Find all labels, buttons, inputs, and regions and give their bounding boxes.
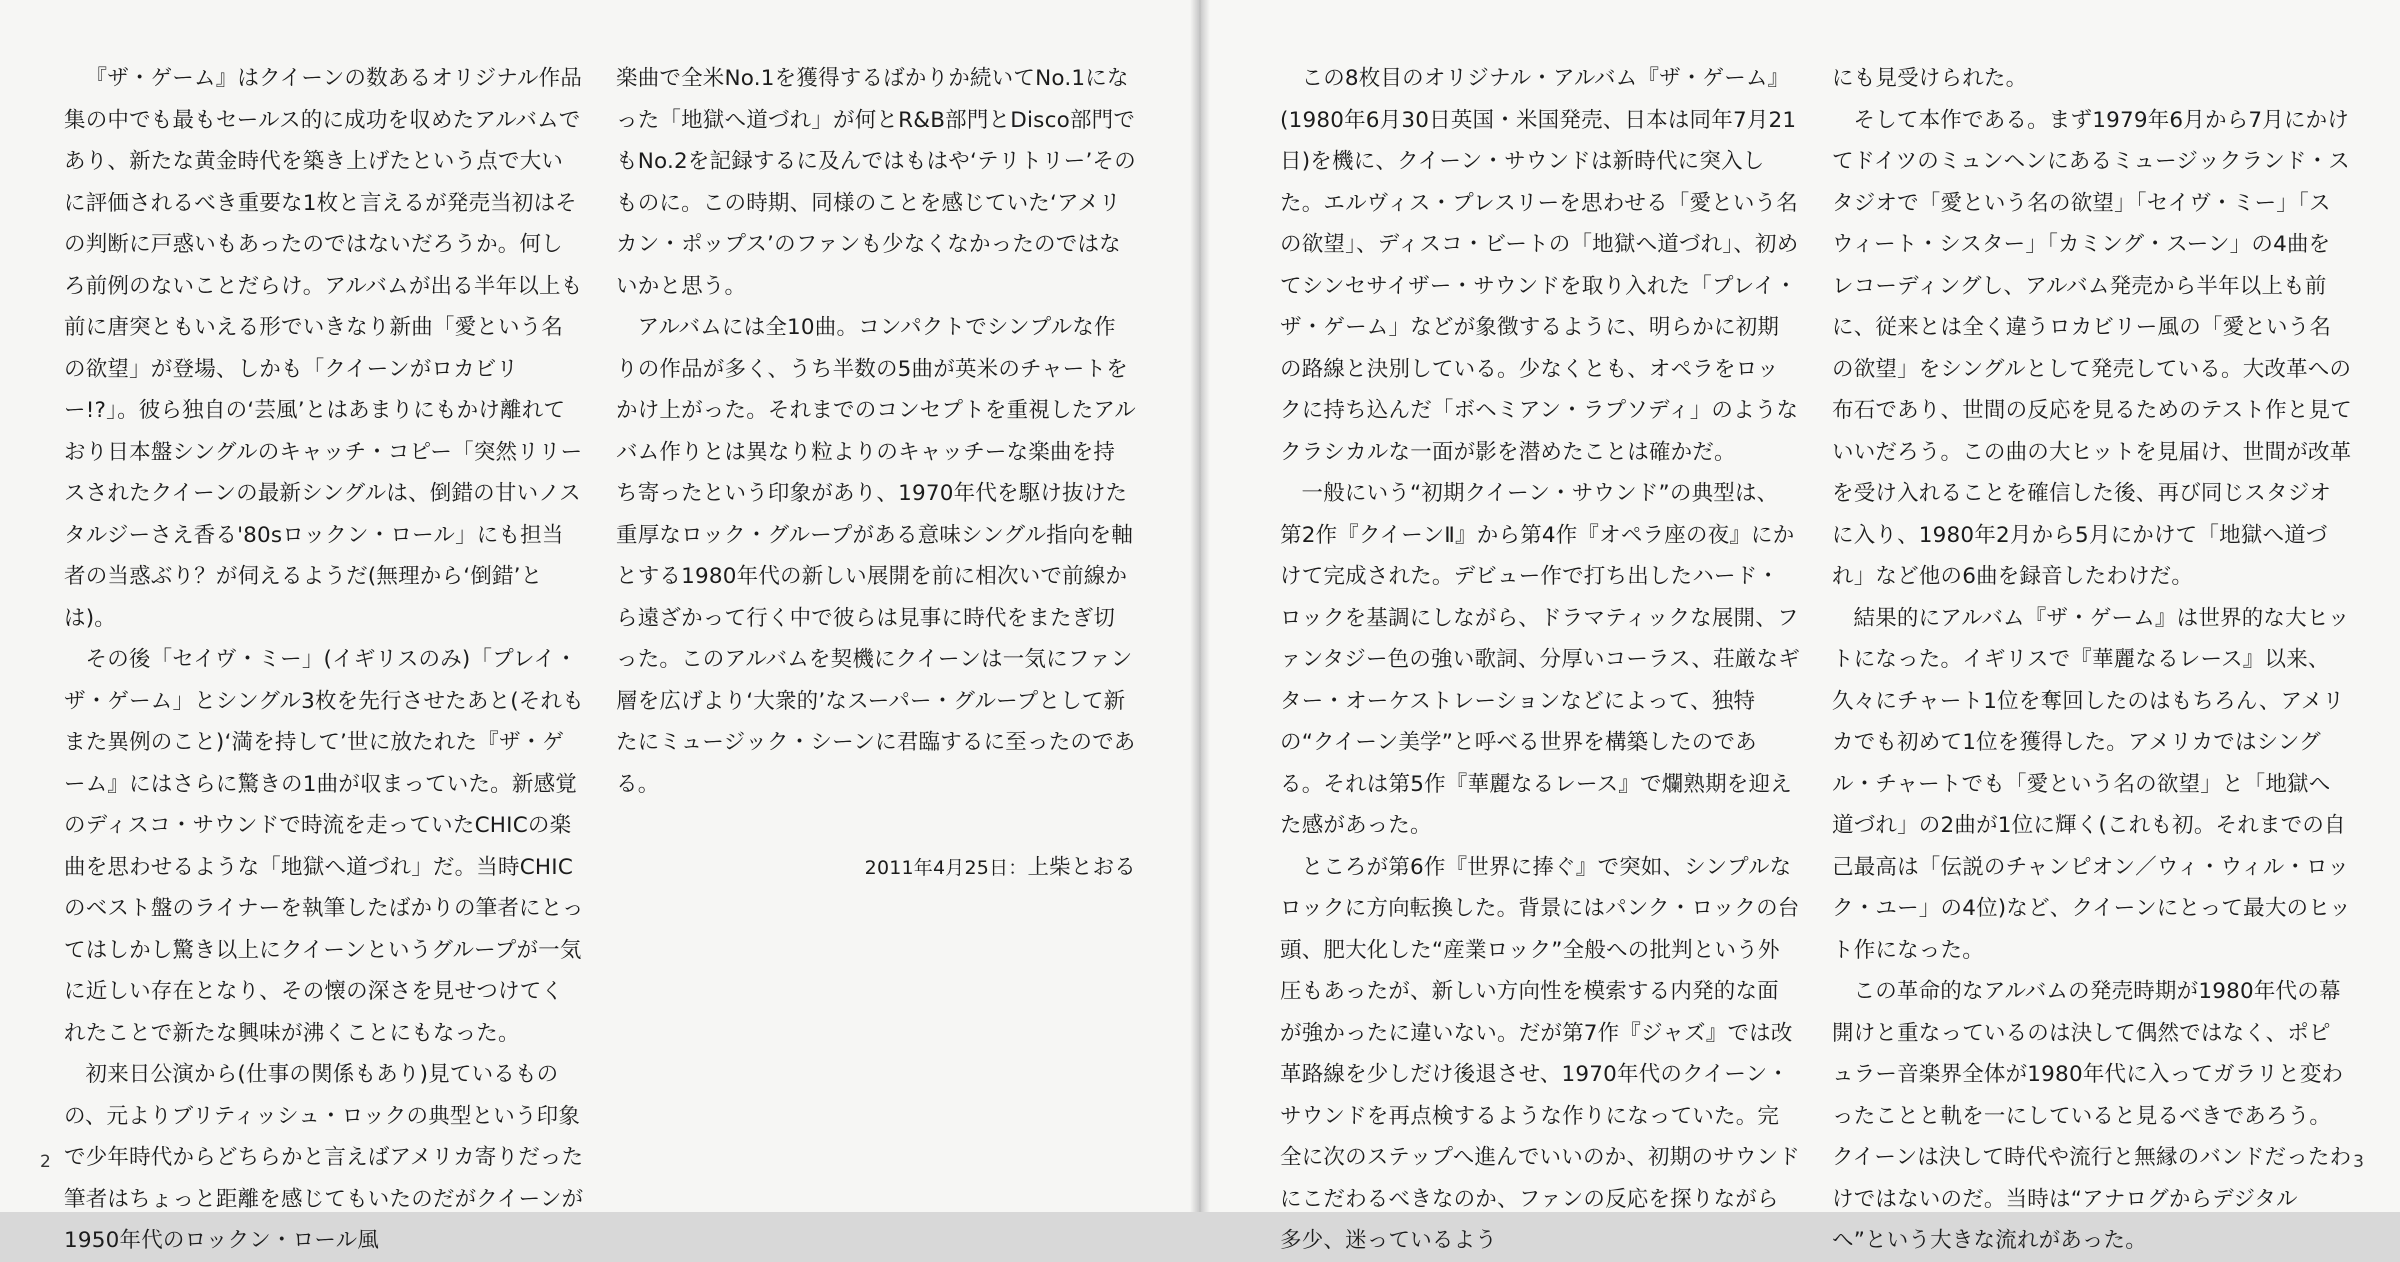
paragraph: にも見受けられた。	[1832, 66, 2028, 91]
page-number-left: 2	[40, 1152, 51, 1172]
left-column-1	[64, 58, 584, 1262]
paragraph: この革命的なアルバムの発売時期が1980年代の幕開けと重なっているのは決して偶然ではなく、ポピュラー音楽界全体が1980年代に入ってガラリと変わったことと軌を一にしていると見るべきであろう。クイーンは決して時代や流行と無縁のバンドだったわけではないのだ。当時は“アナログからデジタルへ”という大きな流れがあった。	[1832, 979, 2352, 1253]
signature-date: 2011年4月25日：	[864, 857, 1028, 879]
signature	[616, 847, 1136, 890]
right-column-1	[1280, 58, 1800, 1262]
paragraph: この8枚目のオリジナル・アルバム『ザ・ゲーム』(1980年6月30日英国・米国発売、日本は同年7月21日)を機に、クイーン・サウンドは新時代に突入した。エルヴィス・プレスリーを思わせる「愛という名の欲望」、ディスコ・ビートの「地獄へ道づれ」、初めてシンセサイザー・サウンドを取り入れた「プレイ・ザ・ゲーム」などが象徴するように、明らかに初期の路線と決別している。少なくとも、オペラをロックに持ち込んだ「ボヘミアン・ラプソディ」のようなクラシカルな一面が影を潜めたことは確かだ。	[1280, 66, 1799, 465]
left-page	[0, 0, 1198, 1253]
paragraph: 結果的にアルバム『ザ・ゲーム』は世界的な大ヒットになった。イギリスで『華麗なるレース』以来、久々にチャート1位を奪回したのはもちろん、アメリカでも初めて1位を獲得した。アメリカではシングル・チャートでも「愛という名の欲望」と「地獄へ道づれ」の2曲が1位に輝く(これも初。それまでの自己最高は「伝説のチャンピオン／ウィ・ウィル・ロック・ユー」の4位)など、クイーンにとって最大のヒット作になった。	[1832, 605, 2351, 963]
right-page	[1202, 0, 2400, 1253]
paragraph: 一般にいう“初期クイーン・サウンド”の典型は、第2作『クイーンⅡ』から第4作『オペラ座の夜』にかけて完成された。デビュー作で打ち出したハード・ロックを基調にしながら、ドラマティックな展開、ファンタジー色の強い歌詞、分厚いコーラス、荘厳なギター・オーケストレーションなどによって、独特の“クイーン美学”と呼べる世界を構築したのである。それは第5作『華麗なるレース』で爛熟期を迎えた感があった。	[1280, 481, 1800, 838]
paragraph: 初来日公演から(仕事の関係もあり)見ているものの、元よりブリティッシュ・ロックの典型という印象で少年時代からどちらかと言えばアメリカ寄りだった筆者はちょっと距離を感じてもいたのだがクイーンが1950年代のロックン・ロール風	[64, 1062, 584, 1253]
left-column-2	[616, 58, 1136, 890]
paragraph: アルバムには全10曲。コンパクトでシンプルな作りの作品が多く、うち半数の5曲が英米のチャートをかけ上がった。それまでのコンセプトを重視したアルバム作りとは異なり粒よりのキャッチーな楽曲を持ち寄ったという印象があり、1970年代を駆け抜けた重厚なロック・グループがある意味シングル指向を軸とする1980年代の新しい展開を前に相次いで前線から遠ざかって行く中で彼らは見事に時代をまたぎ切った。このアルバムを契機にクイーンは一気にファン層を広げより‘大衆的’なスーパー・グループとして新たにミュージック・シーンに君臨するに至ったのである。	[616, 315, 1136, 797]
signature-name: 上柴とおる	[1027, 855, 1136, 880]
paragraph: 『ザ・ゲーム』はクイーンの数あるオリジナル作品集の中でも最もセールス的に成功を収めたアルバムであり、新たな黄金時代を築き上げたという点で大いに評価されるべき重要な1枚と言えるが発売当初はその判断に戸惑いもあったのではないだろうか。何しろ前例のないことだらけ。アルバムが出る半年以上も前に唐突ともいえる形でいきなり新曲「愛という名の欲望」が登場、しかも「クイーンがロカビリー!?」。彼ら独自の‘芸風’とはあまりにもかけ離れており日本盤シングルのキャッチ・コピー「突然リリースされたクイーンの最新シングルは、倒錯の甘いノスタルジーさえ香る'80sロックン・ロール」にも担当者の当惑ぶり？が伺えるようだ(無理から‘倒錯’とは)。	[64, 66, 583, 631]
right-column-2	[1832, 58, 2352, 1262]
page-number-right: 3	[2353, 1152, 2364, 1172]
paragraph: 楽曲で全米No.1を獲得するばかりか続いてNo.1になった「地獄へ道づれ」が何とR&B部門とDisco部門でもNo.2を記録するに及んではもはや‘テリトリー’そのものに。この時期、同様のことを感じていた‘アメリカン・ポップス’のファンも少なくなかったのではないかと思う。	[616, 66, 1136, 299]
book-gutter	[1190, 0, 1210, 1212]
paragraph: そして本作である。まず1979年6月から7月にかけてドイツのミュンヘンにあるミュージックランド・スタジオで「愛という名の欲望」「セイヴ・ミー」「スウィート・シスター」「カミング・スーン」の4曲をレコーディングし、アルバム発売から半年以上も前に、従来とは全く違うロカビリー風の「愛という名の欲望」をシングルとして発売している。大改革への布石であり、世間の反応を見るためのテスト作と見ていいだろう。この曲の大ヒットを見届け、世間が改革を受け入れることを確信した後、再び同じスタジオに入り、1980年2月から5月にかけて「地獄へ道づれ」など他の6曲を録音したわけだ。	[1832, 107, 2352, 589]
paragraph: その後「セイヴ・ミー」(イギリスのみ)「プレイ・ザ・ゲーム」とシングル3枚を先行させたあと(それもまた異例のこと)‘満を持して’世に放たれた『ザ・ゲーム』にはさらに驚きの1曲が収まっていた。新感覚のディスコ・サウンドで時流を走っていたCHICの楽曲を思わせるような「地獄へ道づれ」だ。当時CHICのベスト盤のライナーを執筆したばかりの筆者にとってはしかし驚き以上にクイーンというグループが一気に近しい存在となり、その懐の深さを見せつけてくれたことで新たな興味が沸くことにもなった。	[64, 647, 584, 1046]
paragraph: ところが第6作『世界に捧ぐ』で突如、シンプルなロックに方向転換した。背景にはパンク・ロックの台頭、肥大化した“産業ロック”全般への批判という外圧もあったが、新しい方向性を模索する内発的な面が強かったに違いない。だが第7作『ジャズ』では改革路線を少しだけ後退させ、1970年代のクイーン・サウンドを再点検するような作りになっていた。完全に次のステップへ進んでいいのか、初期のサウンドにこだわるべきなのか、ファンの反応を探りながら多少、迷っているよう	[1280, 854, 1800, 1253]
